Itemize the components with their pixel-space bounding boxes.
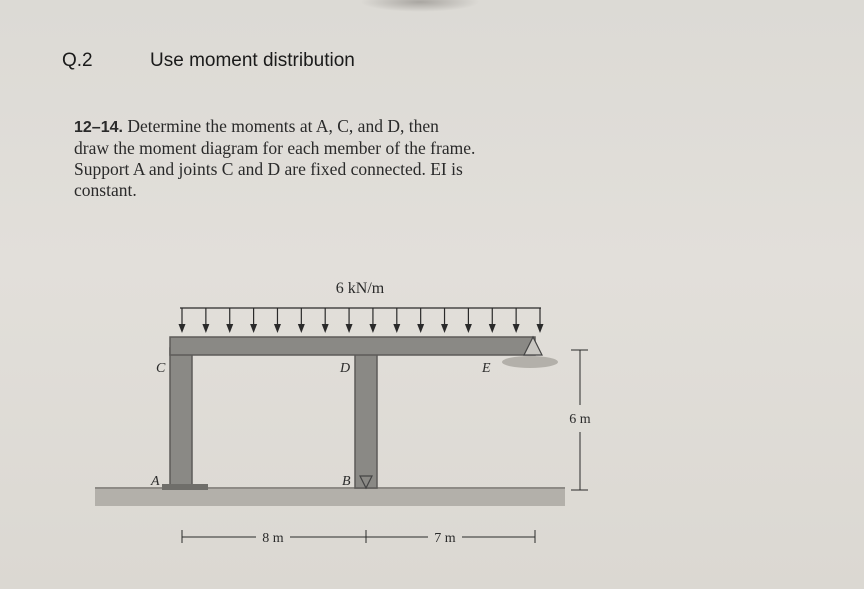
- load-arrows: [179, 308, 544, 333]
- roller-ground-E: [502, 356, 558, 368]
- joint-label-E: E: [482, 361, 491, 376]
- load-arrow: [513, 308, 520, 333]
- fixed-support-A: [162, 484, 208, 490]
- problem-line-1: 12–14. Determine the moments at A, C, and D, then: [74, 116, 439, 136]
- joint-label-D: D: [340, 361, 351, 376]
- load-arrow: [346, 308, 353, 333]
- problem-line-4: constant.: [74, 180, 137, 200]
- load-arrow: [489, 308, 496, 333]
- problem-number: 12–14.: [74, 119, 123, 136]
- load-arrow: [179, 308, 186, 333]
- load-arrow: [274, 308, 281, 333]
- joint-label-C: C: [156, 361, 166, 376]
- problem-line-2: draw the moment diagram for each member of the frame.: [74, 138, 476, 158]
- load-arrow: [441, 308, 448, 333]
- question-title: Use moment distribution: [150, 50, 355, 71]
- load-arrow: [537, 308, 544, 333]
- load-arrow: [250, 308, 257, 333]
- joint-label-A: A: [151, 474, 160, 489]
- dim-label-height: 6 m: [569, 412, 591, 427]
- load-arrow: [393, 308, 400, 333]
- load-arrow: [202, 308, 209, 333]
- beam-CE: [170, 337, 535, 355]
- question-number: Q.2: [62, 50, 93, 71]
- load-arrow: [417, 308, 424, 333]
- problem-line-3: Support A and joints C and D are fixed connected. EI is: [74, 159, 463, 179]
- load-arrow: [465, 308, 472, 333]
- column-BD: [355, 348, 377, 488]
- dim-label-BE: 7 m: [434, 531, 456, 546]
- load-arrow: [322, 308, 329, 333]
- dim-label-AB: 8 m: [262, 531, 284, 546]
- column-AC: [170, 348, 192, 488]
- load-arrow: [369, 308, 376, 333]
- load-label: 6 kN/m: [335, 280, 385, 297]
- ground: [95, 488, 565, 506]
- joint-label-B: B: [342, 474, 351, 489]
- load-arrow: [226, 308, 233, 333]
- load-arrow: [298, 308, 305, 333]
